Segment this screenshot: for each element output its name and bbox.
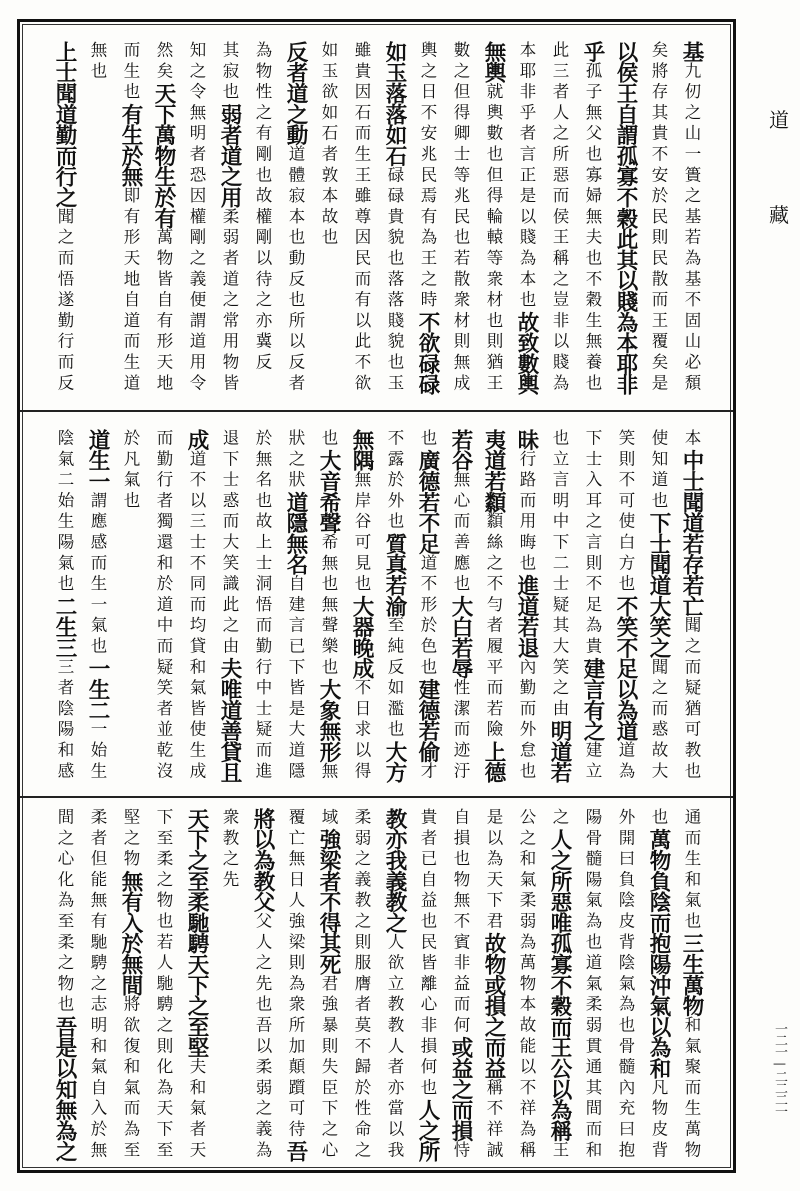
- scripture-text: 故物或損之而益: [481, 932, 506, 1079]
- text-column: [147, 41, 180, 397]
- commentary-text: 自建言已下皆是大道隱: [286, 574, 305, 783]
- text-column: [477, 429, 510, 785]
- scripture-text: 人之所惡唯孤寡不穀而王公以為稱: [547, 828, 572, 1141]
- scripture-text: 強梁者不得其死: [316, 828, 341, 975]
- text-column: [609, 808, 642, 1164]
- text-column: [312, 429, 345, 785]
- commentary-text: 也: [418, 429, 437, 450]
- text-column: [213, 429, 246, 785]
- text-column: [180, 808, 213, 1164]
- commentary-text: 本耶非乎者言正是以賤為本也: [517, 41, 536, 312]
- text-column: [510, 429, 543, 785]
- commentary-text: 陰氣二始生陽氣也: [55, 429, 74, 596]
- text-column: [477, 41, 510, 397]
- text-column: [411, 429, 444, 785]
- text-column: [609, 41, 642, 397]
- text-column: [246, 808, 279, 1164]
- text-column: [444, 808, 477, 1164]
- text-column: [81, 429, 114, 785]
- commentary-text: 雖貴因石而生王雖尊因民而有以此不欲: [352, 41, 371, 395]
- commentary-text: 柔者但能無有馳騁之志明和氣自入於無: [88, 808, 107, 1162]
- commentary-text: 恃: [451, 1140, 470, 1162]
- scripture-text: 弱者道之用: [217, 103, 242, 208]
- text-column: [543, 429, 576, 785]
- commentary-text: 道體寂本也動反也所以反者: [286, 145, 305, 395]
- text-column: [576, 41, 609, 397]
- scripture-text: 教亦我義教之: [382, 808, 407, 933]
- text-column: [477, 808, 510, 1164]
- commentary-text: 內勤而外怠也: [517, 657, 536, 783]
- commentary-text: 然矣: [154, 41, 173, 83]
- text-column: [81, 41, 114, 397]
- commentary-text: 堅之物: [121, 808, 140, 871]
- commentary-text: 公之和氣柔弱為萬物本故能以不祥為稱: [517, 808, 536, 1162]
- commentary-text: 衆教之先: [220, 808, 239, 892]
- text-column: [642, 808, 675, 1164]
- scripture-text: 無有入於無間: [118, 870, 143, 996]
- commentary-text: 域: [319, 808, 338, 829]
- commentary-text: 無也: [88, 41, 107, 83]
- text-column: [213, 41, 246, 397]
- text-column: [378, 41, 411, 397]
- scripture-text: 一生二: [85, 657, 110, 721]
- commentary-text: 狀之狀: [286, 429, 305, 492]
- text-column: [48, 429, 81, 785]
- commentary-text: 無: [319, 761, 338, 783]
- text-column: [543, 41, 576, 397]
- commentary-text: 不日求以得: [352, 678, 371, 783]
- scripture-text: 建言有之: [580, 657, 605, 742]
- text-column: [609, 429, 642, 785]
- text-column: [675, 429, 708, 785]
- text-column: [312, 808, 345, 1164]
- text-column: [444, 41, 477, 397]
- commentary-text: 就輿數也但得輪轅等衆材也則猶王: [484, 82, 503, 395]
- text-column: [246, 429, 279, 785]
- scripture-text: 以侯王自謂孤寡不穀此其以賤為本耶非: [613, 41, 638, 395]
- commentary-text: 於無名也故上士洞悟而勤行中士疑而進: [253, 429, 272, 783]
- commentary-text: 碌碌貴貌也落落賤貌也玉: [385, 165, 404, 395]
- scripture-text: 成: [184, 429, 209, 450]
- commentary-text: 不露於外也: [385, 429, 404, 533]
- commentary-text: 纇絲之不勻者履平而若險: [484, 512, 503, 742]
- commentary-text: 行路而用晦也: [517, 449, 536, 575]
- commentary-text: 此三者人之所惡而侯王稱之豈非以賤為: [550, 41, 569, 395]
- scripture-text: 反者道之動: [283, 41, 308, 146]
- commentary-text: 孤子無父也寡婦無夫也不穀生無養也: [583, 61, 602, 395]
- text-column: [675, 41, 708, 397]
- text-column: [642, 41, 675, 397]
- text-column: [180, 429, 213, 785]
- scripture-text: 大器晚成: [349, 595, 374, 679]
- commentary-text: 下士入耳之言則不足為貴: [583, 429, 602, 658]
- commentary-text: 稱不祥誠: [484, 1078, 503, 1162]
- scripture-text: 有生於無: [118, 103, 143, 187]
- commentary-text: 通而生和氣也: [682, 808, 701, 933]
- text-column: [510, 41, 543, 397]
- text-column: [279, 429, 312, 785]
- commentary-text: 人欲立教教人者亦當以我: [385, 932, 404, 1162]
- text-column: [543, 808, 576, 1164]
- page-number: 一二一—二二二一: [772, 1022, 787, 1116]
- scripture-text: 大白若辱: [448, 595, 473, 679]
- commentary-text: 萬物皆自有形天地: [154, 228, 173, 395]
- text-column: [411, 808, 444, 1164]
- scripture-text: 進道若退: [514, 574, 539, 658]
- commentary-text: 道不以三士不同而均貸和氣皆使生成: [187, 449, 206, 783]
- text-column: [147, 429, 180, 785]
- text-column: [576, 808, 609, 1164]
- scripture-text: 道生一: [85, 429, 110, 492]
- scripture-text: 無輿: [481, 41, 506, 83]
- scripture-text: 三生萬物: [679, 932, 704, 1017]
- commentary-text: 至純反如濫也: [385, 616, 404, 742]
- text-column: [675, 808, 708, 1164]
- text-column: [345, 41, 378, 397]
- text-column: [279, 808, 312, 1164]
- commentary-text: 外開曰負陰皮背陰氣為也骨髓內充曰抱: [616, 808, 635, 1162]
- scripture-text: 若谷: [448, 429, 473, 471]
- text-column: [444, 429, 477, 785]
- commentary-text: 為物性之有剛也故權剛以待之亦冀反: [253, 41, 272, 374]
- commentary-text: 無岸谷可見也: [352, 470, 371, 596]
- commentary-text: 而勤行者獨還和於道中而疑笑者並乾沒: [154, 429, 173, 783]
- scripture-text: 故致數輿: [514, 311, 539, 395]
- commentary-text: 聞之而惑故大: [649, 657, 668, 783]
- commentary-text: 凡物皮背: [649, 1078, 668, 1162]
- text-column: [48, 41, 81, 397]
- commentary-text: 陽骨髓陽氣為也道氣柔弱貫通其間而和: [583, 808, 602, 1162]
- commentary-text: 才: [418, 761, 437, 783]
- commentary-text: 下至柔之物也若人馳騁之則化為天下至: [154, 808, 173, 1162]
- commentary-text: 性潔而迹汙: [451, 678, 470, 783]
- text-column: [246, 41, 279, 397]
- text-column: [114, 41, 147, 397]
- scripture-text: 廣德若不足: [415, 449, 440, 554]
- scripture-text: 基: [679, 41, 704, 62]
- commentary-text: 知之令無明者恐因權剛之義便謂道用令: [187, 41, 206, 395]
- scripture-text: 或益之而損: [448, 1036, 473, 1141]
- text-column: [378, 429, 411, 785]
- commentary-text: 即有形天地自道而生道: [121, 186, 140, 395]
- text-column: [510, 808, 543, 1164]
- panel-divider: [20, 410, 733, 412]
- commentary-text: 希無也無聲樂也: [319, 533, 338, 679]
- text-column: [345, 429, 378, 785]
- commentary-text: 一始生: [88, 720, 107, 783]
- text-column: [312, 41, 345, 397]
- book-title-bottom: 藏: [769, 203, 789, 227]
- scripture-text: 無隅: [349, 429, 374, 471]
- text-column: [147, 808, 180, 1164]
- scripture-text: 下士聞道大笑之: [646, 512, 671, 658]
- scripture-text: 天下萬物生於有: [151, 82, 176, 229]
- scripture-text: 吾: [283, 1140, 308, 1162]
- text-column: [213, 808, 246, 1164]
- scripture-text: 夷道若纇: [481, 429, 506, 513]
- commentary-text: 聞之而疑猶可教也: [682, 616, 701, 783]
- scripture-text: 不笑不足以為道: [613, 595, 638, 742]
- commentary-text: 其寂也: [220, 41, 239, 104]
- text-column: [114, 429, 147, 785]
- commentary-text: 數之但得卿士等兆民也若散衆材則無成: [451, 41, 470, 395]
- commentary-text: 道為: [616, 741, 635, 783]
- scripture-text: 二生三: [52, 595, 77, 658]
- text-column: [345, 808, 378, 1164]
- scripture-text: 天下之至柔馳騁天下之至堅: [184, 808, 209, 1058]
- commentary-text: 之: [550, 808, 569, 829]
- scripture-text: 吾是以知無為之: [52, 1016, 77, 1162]
- commentary-text: 父人之先也吾以柔弱之義為: [253, 912, 272, 1162]
- scripture-text: 人之所: [415, 1099, 440, 1162]
- text-panel-bottom: [20, 808, 733, 1164]
- text-column: [180, 41, 213, 397]
- commentary-text: 貴者已自益也民皆離心非損何也: [418, 808, 437, 1100]
- commentary-text: 也立言明中下二士疑其大笑之由: [550, 429, 569, 721]
- commentary-text: 聞之而悟遂勤行而反: [55, 207, 74, 395]
- text-column: [411, 41, 444, 397]
- scripture-text: 明道若: [547, 720, 572, 783]
- scripture-text: 如玉落落如石: [382, 41, 407, 166]
- commentary-text: 建立: [583, 741, 602, 783]
- scripture-text: 上士聞道勤而行之: [52, 41, 77, 208]
- commentary-text: 三者陰陽和感: [55, 657, 74, 783]
- commentary-text: 退下士惑而大笑識此之由: [220, 429, 239, 658]
- commentary-text: 輿之日不安兆民焉有為王之時: [418, 41, 437, 312]
- commentary-text: 覆亡無日人強梁則為衆所加顛躓可待: [286, 808, 305, 1141]
- scripture-text: 中士聞道若存若亡: [679, 449, 704, 617]
- scripture-text: 乎: [580, 41, 605, 62]
- panel-divider: [20, 796, 733, 798]
- text-panel-middle: [20, 429, 733, 785]
- text-column: [378, 808, 411, 1164]
- commentary-text: 夫和氣者天: [187, 1057, 206, 1162]
- scripture-text: 大象無形: [316, 678, 341, 762]
- scripture-text: 萬物負陰而抱陽沖氣以為和: [646, 828, 671, 1079]
- scripture-text: 質真若渝: [382, 533, 407, 617]
- commentary-text: 謂應感而生一氣也: [88, 491, 107, 658]
- commentary-text: 和氣聚而生萬物: [682, 1016, 701, 1162]
- scripture-text: 不欲碌碌: [415, 311, 440, 395]
- commentary-text: 自損也物無不賓非益而何: [451, 808, 470, 1037]
- text-column: [114, 808, 147, 1164]
- commentary-text: 而生也: [121, 41, 140, 104]
- commentary-text: 使知道也: [649, 429, 668, 513]
- commentary-text: 無心而善應也: [451, 470, 470, 596]
- commentary-text: 王: [550, 1140, 569, 1162]
- commentary-text: 道不形於色也: [418, 553, 437, 679]
- text-column: [279, 41, 312, 397]
- commentary-text: 矣將存其貴不安於民則民散而王覆矣是: [649, 41, 668, 395]
- text-column: [642, 429, 675, 785]
- commentary-text: 柔弱之義教之則服膺者莫不歸於性命之: [352, 808, 371, 1162]
- commentary-text: 九仞之山一簣之基若為基不固山必頹: [682, 61, 701, 395]
- text-column: [81, 808, 114, 1164]
- text-column: [576, 429, 609, 785]
- commentary-text: 是以為天下君: [484, 808, 503, 933]
- scripture-text: 道隱無名: [283, 491, 308, 575]
- commentary-text: 君強暴則失臣下之心: [319, 974, 338, 1162]
- text-panel-top: [20, 41, 733, 397]
- commentary-text: 笑則不可使白方也: [616, 429, 635, 596]
- scripture-text: 昧: [514, 429, 539, 450]
- scripture-text: 上德: [481, 741, 506, 783]
- commentary-text: 也: [649, 808, 668, 829]
- book-title-top: 道: [769, 108, 789, 132]
- commentary-text: 本: [682, 429, 701, 450]
- scripture-text: 大方: [382, 741, 407, 783]
- commentary-text: 間之心化為至柔之物也: [55, 808, 74, 1016]
- scripture-text: 建德若偷: [415, 678, 440, 762]
- commentary-text: 也: [319, 429, 338, 450]
- commentary-text: 柔弱者道之常用物皆: [220, 207, 239, 395]
- commentary-text: 將欲復和氣而為至: [121, 995, 140, 1162]
- scripture-text: 夫唯道善貸且: [217, 657, 242, 783]
- text-column: [48, 808, 81, 1164]
- commentary-text: 如玉欲如石者敦本故也: [319, 41, 338, 249]
- commentary-text: 於凡氣也: [121, 429, 140, 513]
- scripture-text: 大音希聲: [316, 449, 341, 534]
- scripture-text: 將以為教父: [250, 808, 275, 913]
